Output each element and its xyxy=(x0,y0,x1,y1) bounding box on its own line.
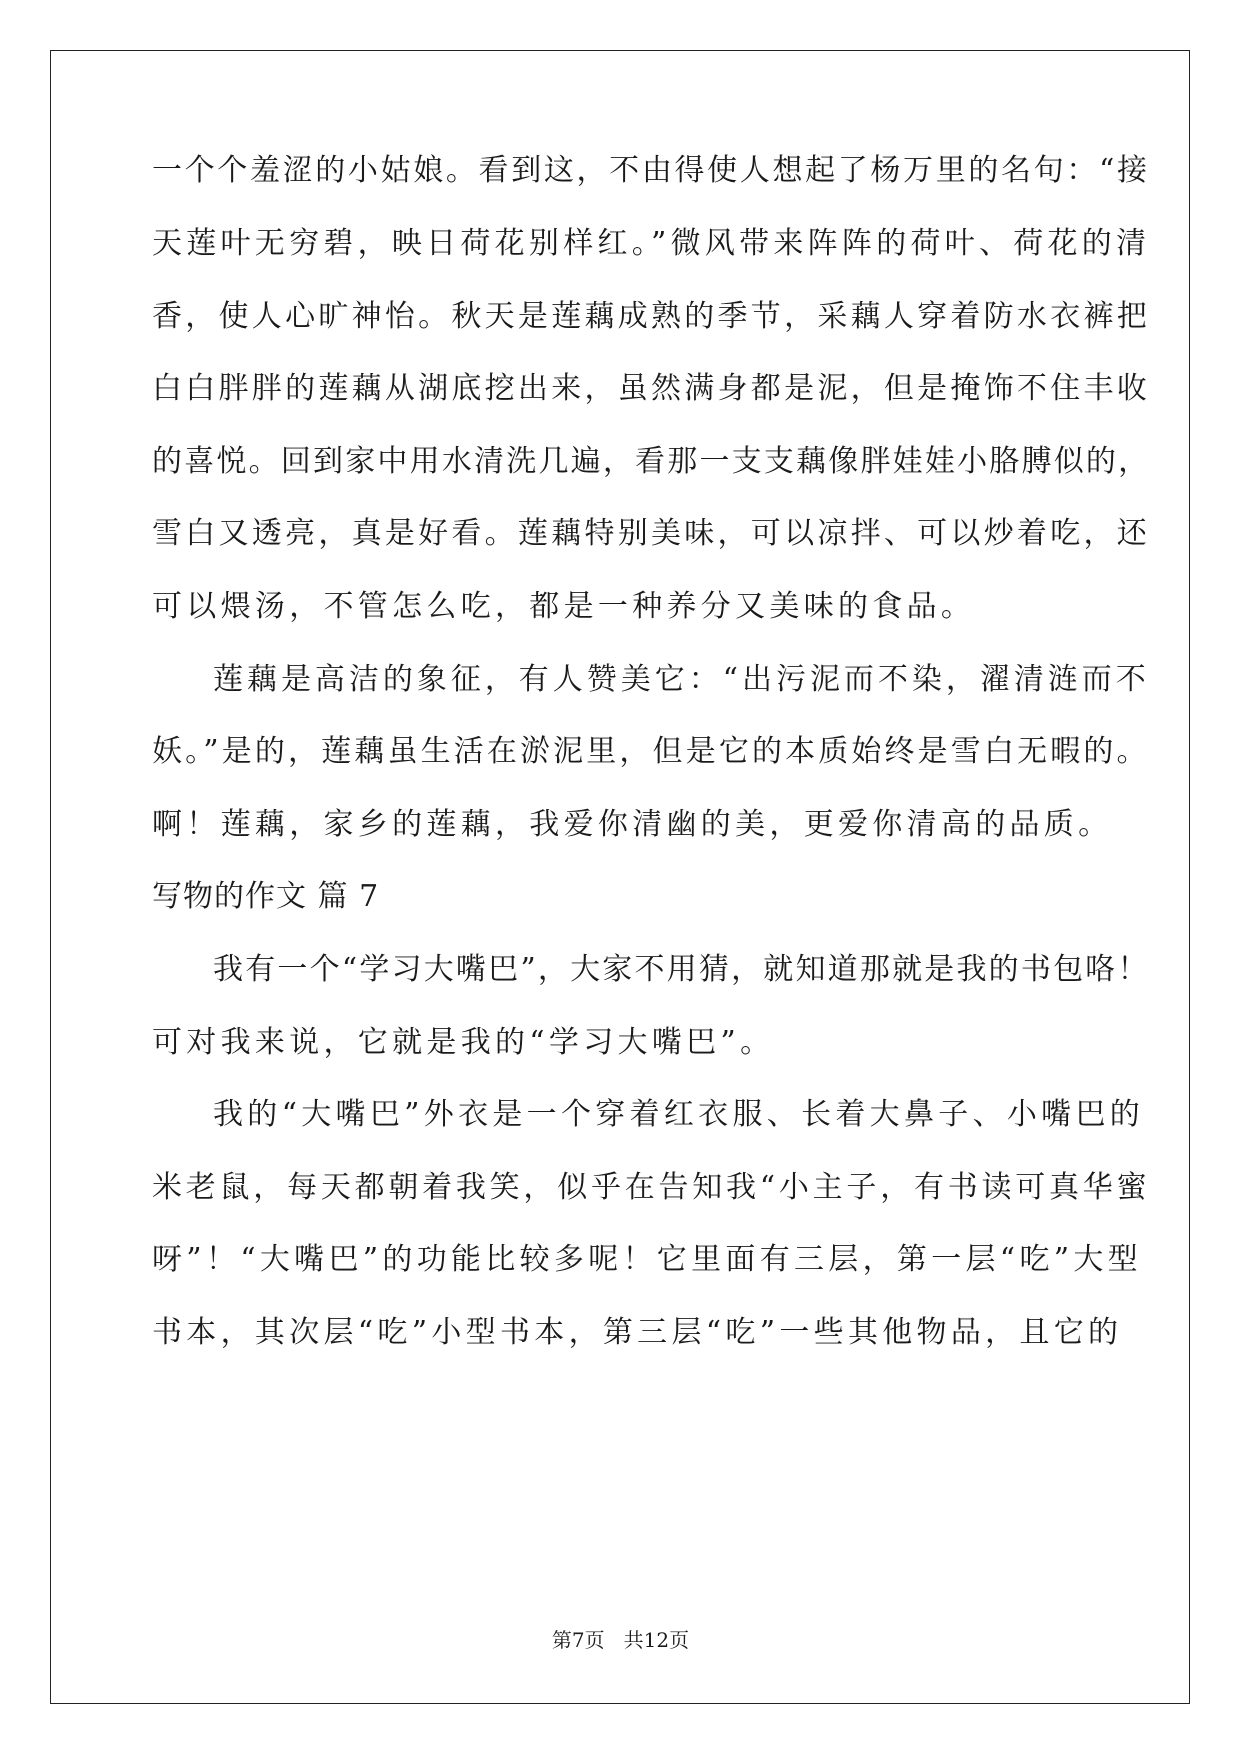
text-line: 一个个羞涩的小姑娘。看到这，不由得使人想起了杨万里的名句：“接 xyxy=(152,153,1150,188)
text-line: 雪白又透亮，真是好看。莲藕特别美味，可以凉拌、可以炒着吃，还 xyxy=(152,516,1150,551)
text-line: 的喜悦。回到家中用水清洗几遍，看那一支支藕像胖娃娃小胳膊似的， xyxy=(152,444,1151,479)
text-line: 天莲叶无穷碧，映日荷花别样红。”微风带来阵阵的荷叶、荷花的清 xyxy=(152,226,1151,261)
text-line: 可以煨汤，不管怎么吃，都是一种养分又美味的食品。 xyxy=(152,589,976,624)
text-line: 我有一个“学习大嘴巴”，大家不用猜，就知道那就是我的书包咯！ xyxy=(213,952,1150,987)
text-line: 啊！莲藕，家乡的莲藕，我爱你清幽的美，更爱你清高的品质。 xyxy=(152,807,1113,842)
text-line: 白白胖胖的莲藕从湖底挖出来，虽然满身都是泥，但是掩饰不住丰收 xyxy=(152,371,1150,406)
text-line: 书本，其次层“吃”小型书本，第三层“吃”一些其他物品，且它的 xyxy=(152,1315,1123,1350)
text-line: 可对我来说，它就是我的“学习大嘴巴”。 xyxy=(152,1025,775,1060)
text-line: 妖。”是的，莲藕虽生活在淤泥里，但是它的本质始终是雪白无暇的。 xyxy=(152,734,1150,769)
page-footer: 第7页 共12页 xyxy=(551,1628,690,1652)
text-line: 米老鼠，每天都朝着我笑，似乎在告知我“小主子，有书读可真华蜜 xyxy=(152,1170,1151,1205)
text-line: 莲藕是高洁的象征，有人赞美它：“出污泥而不染，濯清涟而不 xyxy=(213,662,1150,697)
text-line: 我的“大嘴巴”外衣是一个穿着红衣服、长着大鼻子、小嘴巴的 xyxy=(213,1097,1145,1132)
text-line: 呀”！“大嘴巴”的功能比较多呢！它里面有三层，第一层“吃”大型 xyxy=(152,1242,1142,1277)
text-line: 香，使人心旷神怡。秋天是莲藕成熟的季节，采藕人穿着防水衣裤把 xyxy=(152,299,1150,334)
section-heading: 写物的作文 篇 7 xyxy=(152,879,380,914)
